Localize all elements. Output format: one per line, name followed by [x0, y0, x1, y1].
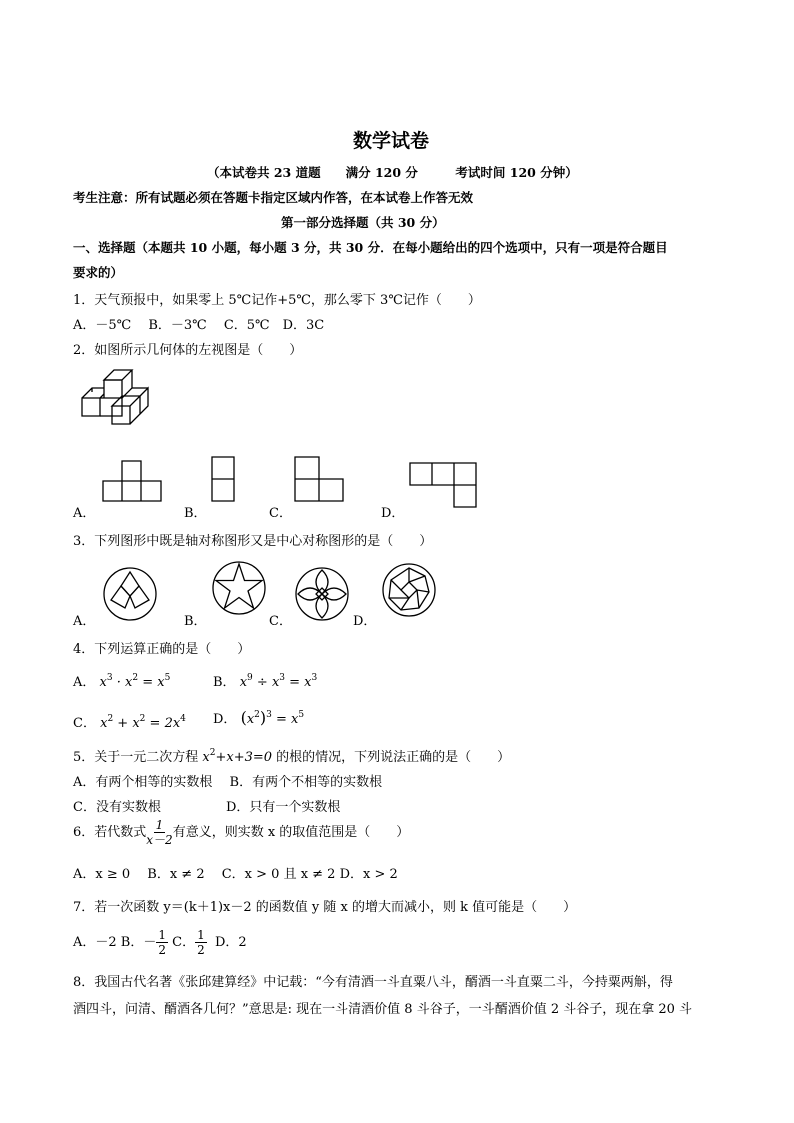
q2-option-d-figure [409, 462, 477, 508]
q6-fraction [146, 818, 172, 847]
q4-option-b [213, 671, 317, 690]
q4-option-d [213, 708, 304, 727]
q3-option-d-figure [381, 562, 437, 618]
q3-stem: 3．下列图形中既是轴对称图形又是中心对称图形的是（ ） [73, 534, 433, 549]
q7-option-c: C． [172, 935, 196, 950]
q7-options [73, 928, 247, 957]
q4-option-d-expr: $(x^2)^3 = x^5$ [240, 708, 305, 727]
q1-stem: 1．天气预报中，如果零上 5℃记作+5℃，那么零下 3℃记作（ ） [73, 293, 481, 308]
q3-label-d: D． [353, 614, 377, 629]
q4-option-a-expr: $x^3 \cdot x^2 = x^5$ [99, 673, 171, 690]
q4-option-c-expr: $x^2 + x^2 = 2x^4$ [100, 714, 186, 731]
q3-label-a: A． [73, 614, 96, 629]
q2-label-b: B． [184, 506, 207, 521]
page-title: 数学试卷 [353, 130, 430, 152]
q8-line2: 酒四斗，问清、醑酒各几何？”意思是: 现在一斗清酒价值 8 斗谷子，一斗醑酒价值 2 斗谷子，现在拿 20 斗 [73, 1002, 693, 1017]
q7-b-denominator: 2 [158, 943, 166, 957]
q7-c-numerator: 1 [197, 928, 205, 942]
section-heading-line2: 要求的） [73, 265, 124, 280]
q4-option-c-label: C． [73, 716, 96, 731]
q4-option-b-label: B． [213, 675, 236, 690]
section-heading-line1: 一、选择题（本题共 10 小题，每小题 3 分，共 30 分．在每小题给出的四个选项中，只有一项是符合题目 [73, 240, 668, 255]
q5-equation: $x^2+x+3=0$ [202, 748, 273, 765]
q7-option-ab: A．－2 B．－ [73, 935, 157, 950]
q7-option-d: D．2 [215, 935, 247, 950]
q3-label-b: B． [184, 614, 207, 629]
q4-option-a [73, 671, 170, 690]
q7-stem: 7．若一次函数 y＝(k＋1)x－2 的函数值 y 随 x 的增大而减小，则 k 值可能是（ ） [73, 900, 577, 915]
q5-stem-a: 5．关于一元二次方程 [73, 750, 203, 765]
q8-line1: 8．我国古代名著《张邱建算经》中记载：“今有清酒一斗直粟八斗，醑酒一斗直粟二斗，今持粟两斛，得 [73, 975, 673, 990]
q7-c-denominator: 2 [197, 943, 205, 957]
q6-stem-a: 6．若代数式 [73, 825, 147, 840]
q7-option-c-fraction [195, 928, 207, 957]
q7-b-numerator: 1 [158, 928, 166, 942]
q6-options: A．x ≥ 0 B．x ≠ 2 C．x > 0 且 x ≠ 2 D．x > 2 [73, 867, 398, 882]
q3-option-c-figure [294, 566, 350, 622]
q6-stem [73, 818, 409, 847]
q5-options-row2: C．没有实数根 D．只有一个实数根 [73, 800, 341, 815]
q2-stem: 2．如图所示几何体的左视图是（ ） [73, 343, 303, 358]
q5-stem [73, 746, 510, 765]
q3-option-a-figure [102, 566, 158, 622]
q2-label-d: D． [381, 506, 405, 521]
q5-options-row1: A．有两个相等的实数根 B．有两个不相等的实数根 [73, 775, 383, 790]
q4-stem: 4．下列运算正确的是（ ） [73, 642, 251, 657]
q2-option-a-figure [102, 460, 162, 502]
q2-label-a: A． [73, 506, 96, 521]
q4-option-c [73, 712, 186, 731]
q6-stem-b: 有意义，则实数 x 的取值范围是（ ） [172, 825, 410, 840]
q2-option-b-figure [211, 456, 235, 502]
q7-option-b-fraction [156, 928, 168, 957]
q3-option-b-figure [211, 560, 267, 616]
q2-solid-figure [78, 366, 158, 428]
exam-info: （本试卷共 23 道题 满分 120 分 考试时间 120 分钟） [207, 165, 578, 180]
q2-option-c-figure [294, 456, 344, 502]
q6-frac-numerator: 1 [155, 818, 164, 832]
part-heading: 第一部分选择题（共 30 分） [281, 215, 445, 230]
q6-frac-denominator: x－2 [146, 833, 173, 847]
exam-notice: 考生注意：所有试题必须在答题卡指定区域内作答，在本试卷上作答无效 [73, 190, 474, 205]
q2-label-c: C． [269, 506, 292, 521]
q4-option-d-label: D． [213, 712, 237, 727]
q4-option-a-label: A． [73, 675, 96, 690]
q4-option-b-expr: $x^9 \div x^3 = x^3$ [239, 673, 318, 690]
q1-options: A．－5℃ B．－3℃ C．5℃ D．3C [73, 318, 325, 333]
q5-stem-b: 的根的情况，下列说法正确的是（ ） [272, 750, 511, 765]
q3-label-c: C． [269, 614, 292, 629]
